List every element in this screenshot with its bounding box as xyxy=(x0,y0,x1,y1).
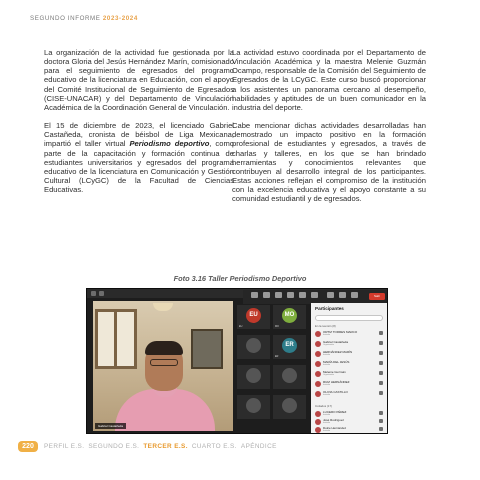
tile-label: MO xyxy=(275,325,279,328)
paragraph: La organización de la actividad fue gestionada por la doctora Gloria del Jesús Hernández Marín, comisionado para el seguimiento de egresados del programo educativo de la licenciatura en Educación, con el apoyo del Comité Institucional de Seguimiento de Egresados (CISE-UNACAR) y del Departamento de Vinculación Académica de la Coordinación General de Vinculación. xyxy=(44,48,234,112)
paragraph xyxy=(44,121,234,194)
speaker-name-tag: Gabriel Castañeda xyxy=(95,423,126,429)
participant-row xyxy=(315,340,385,348)
avatar xyxy=(315,391,321,397)
participant-name: MARÍA DEL JESÚS xyxy=(323,360,350,364)
participant-row xyxy=(315,426,385,434)
microphone-icon xyxy=(379,351,383,355)
avatar xyxy=(315,411,321,417)
participant-name: José Rodríguez xyxy=(323,418,345,422)
participant-name: RUIZ HERNÁNDEZ xyxy=(323,380,350,384)
participant-tiles xyxy=(237,305,307,429)
window-icon xyxy=(99,291,104,296)
participant-name: LUCERO PÉREZ xyxy=(323,410,347,414)
photo-caption: Foto 3.16 Taller Periodismo Deportivo xyxy=(173,274,307,283)
share-icon xyxy=(351,292,358,298)
camera-icon xyxy=(327,292,334,298)
window-icon xyxy=(91,291,96,296)
more-icon xyxy=(311,292,318,298)
text-run: El 15 de diciembre de 2023, el licenciado Gabriel Castañeda, cronista de béisbol de Liga Mexicana, impartió el taller virtual xyxy=(44,121,234,149)
microphone-icon xyxy=(379,331,383,335)
main-speaker-video xyxy=(93,301,233,431)
tile-label: EU xyxy=(239,325,243,328)
video-call-photo xyxy=(86,288,388,434)
avatar xyxy=(315,381,321,387)
header-year: 2023-2024 xyxy=(102,15,138,22)
avatar xyxy=(282,368,297,383)
participant-row xyxy=(315,418,385,426)
left-text-column xyxy=(44,48,234,203)
view-icon xyxy=(299,292,306,298)
room-window xyxy=(95,309,137,369)
participants-panel xyxy=(311,303,387,433)
avatar: MO xyxy=(282,308,297,323)
meeting-toolbar xyxy=(243,290,388,304)
glasses xyxy=(150,359,178,366)
section-nav-item[interactable]: SEGUNDO E.S. xyxy=(88,443,140,450)
microphone-icon xyxy=(379,371,383,375)
participant-role: Invitado xyxy=(323,354,331,356)
page-footer xyxy=(0,440,480,460)
avatar xyxy=(315,361,321,367)
section-nav-item[interactable]: APÉNDICE xyxy=(240,443,277,450)
tile-label: ER xyxy=(275,355,279,358)
avatar xyxy=(315,427,321,433)
microphone-icon xyxy=(379,411,383,415)
participant-row xyxy=(315,380,385,388)
chat-icon xyxy=(251,292,258,298)
participant-role: Invitado xyxy=(323,430,331,432)
raise-hand-icon xyxy=(275,292,282,298)
avatar xyxy=(315,331,321,337)
participant-name: HERNÁNDEZ MARÍN xyxy=(323,350,353,354)
participant-name: OLIVIA CASTILLO xyxy=(323,390,348,394)
emphasized-title: Periodismo deportivo xyxy=(129,139,210,149)
avatar xyxy=(246,368,261,383)
avatar xyxy=(315,371,321,377)
avatar xyxy=(315,351,321,357)
right-text-column xyxy=(232,48,426,213)
page-number: 220 xyxy=(18,441,38,452)
participant-tile xyxy=(273,305,306,329)
participant-row xyxy=(315,410,385,418)
avatar xyxy=(282,398,297,413)
microphone-icon xyxy=(379,361,383,365)
section-label: En la reunión (8) xyxy=(315,324,336,328)
section-nav xyxy=(44,443,281,450)
participant-tile xyxy=(237,395,270,419)
avatar xyxy=(315,341,321,347)
reactions-icon xyxy=(287,292,294,298)
microphone-icon xyxy=(379,419,383,423)
participant-role: Organizador xyxy=(323,344,335,346)
paragraph: Cabe mencionar dichas actividades desarrolladas han demostrado un impacto positivo en la formación profesional de estudiantes y egresados, a través de charlas y talleres, en los que se han brindado herramientas y conocimientos relevantes que contribuyen al desarrollo integral de los participantes. Estas acciones reflejan el compromiso de la institución con la excelencia educativa y el apoyo constante a su comunidad estudiantil y de egresados. xyxy=(232,121,426,204)
participant-name: Gabriel Castañeda xyxy=(323,340,349,344)
people-icon xyxy=(263,292,270,298)
participant-role: Invitado xyxy=(323,414,331,416)
participant-name: ORTIZ TORRES MARCO xyxy=(323,330,358,334)
section-nav-item[interactable]: PERFIL E.S. xyxy=(44,443,85,450)
participant-tile xyxy=(273,395,306,419)
avatar xyxy=(315,419,321,425)
participant-row xyxy=(315,360,385,368)
section-nav-item[interactable]: TERCER E.S. xyxy=(143,443,188,450)
participant-tile xyxy=(273,365,306,389)
avatar xyxy=(246,398,261,413)
paragraph: La actividad estuvo coordinada por el Departamento de Vinculación Académica y la maestra Melenie Guzmán Ocampo, responsable de la Comisión del Seguimiento de Egresados de la LCyGC. Este curso buscó proporcionar a los asistentes un panorama cercano al desempeño, habilidades y aptitudes de un buen comunicador en la industria del deporte. xyxy=(232,48,426,112)
participant-tile xyxy=(273,335,306,359)
participant-search xyxy=(315,315,383,321)
text-run: , como parte de la capacitación y formación continua de estudiantes universitarios y egresados del programa educativo de la licenciatura en Comunicación y Gestión Cultural (LCyGC) de la Facultad de Ciencias Educativas. xyxy=(44,139,234,195)
participant-role: Invitado xyxy=(323,364,331,366)
running-header xyxy=(30,15,138,22)
participant-row xyxy=(315,370,385,378)
participant-role: Organizador xyxy=(323,374,335,376)
participant-role: Invitado xyxy=(323,384,331,386)
wall-painting xyxy=(191,329,223,369)
leave-button: Salir xyxy=(369,293,385,300)
participant-role: Invitado xyxy=(323,394,331,396)
participant-name: Melenie Guzmán xyxy=(323,370,346,374)
header-prefix: SEGUNDO INFORME xyxy=(30,15,101,22)
participant-row xyxy=(315,350,385,358)
panel-title: Participantes xyxy=(315,306,344,311)
participant-name: Dulce Hernández xyxy=(323,426,347,430)
participant-role: Invitado xyxy=(323,422,331,424)
participant-tile xyxy=(237,365,270,389)
avatar: ER xyxy=(282,338,297,353)
participant-row xyxy=(315,330,385,338)
microphone-icon xyxy=(379,391,383,395)
microphone-icon xyxy=(339,292,346,298)
participant-tile xyxy=(237,335,270,359)
section-label: Invitados (17) xyxy=(315,404,332,408)
participant-row xyxy=(315,390,385,398)
participant-tile xyxy=(237,305,270,329)
microphone-icon xyxy=(379,427,383,431)
avatar xyxy=(246,338,261,353)
section-nav-item[interactable]: CUARTO E.S. xyxy=(191,443,237,450)
participant-role: Invitado xyxy=(323,334,331,336)
microphone-icon xyxy=(379,381,383,385)
avatar: EU xyxy=(246,308,261,323)
microphone-icon xyxy=(379,341,383,345)
